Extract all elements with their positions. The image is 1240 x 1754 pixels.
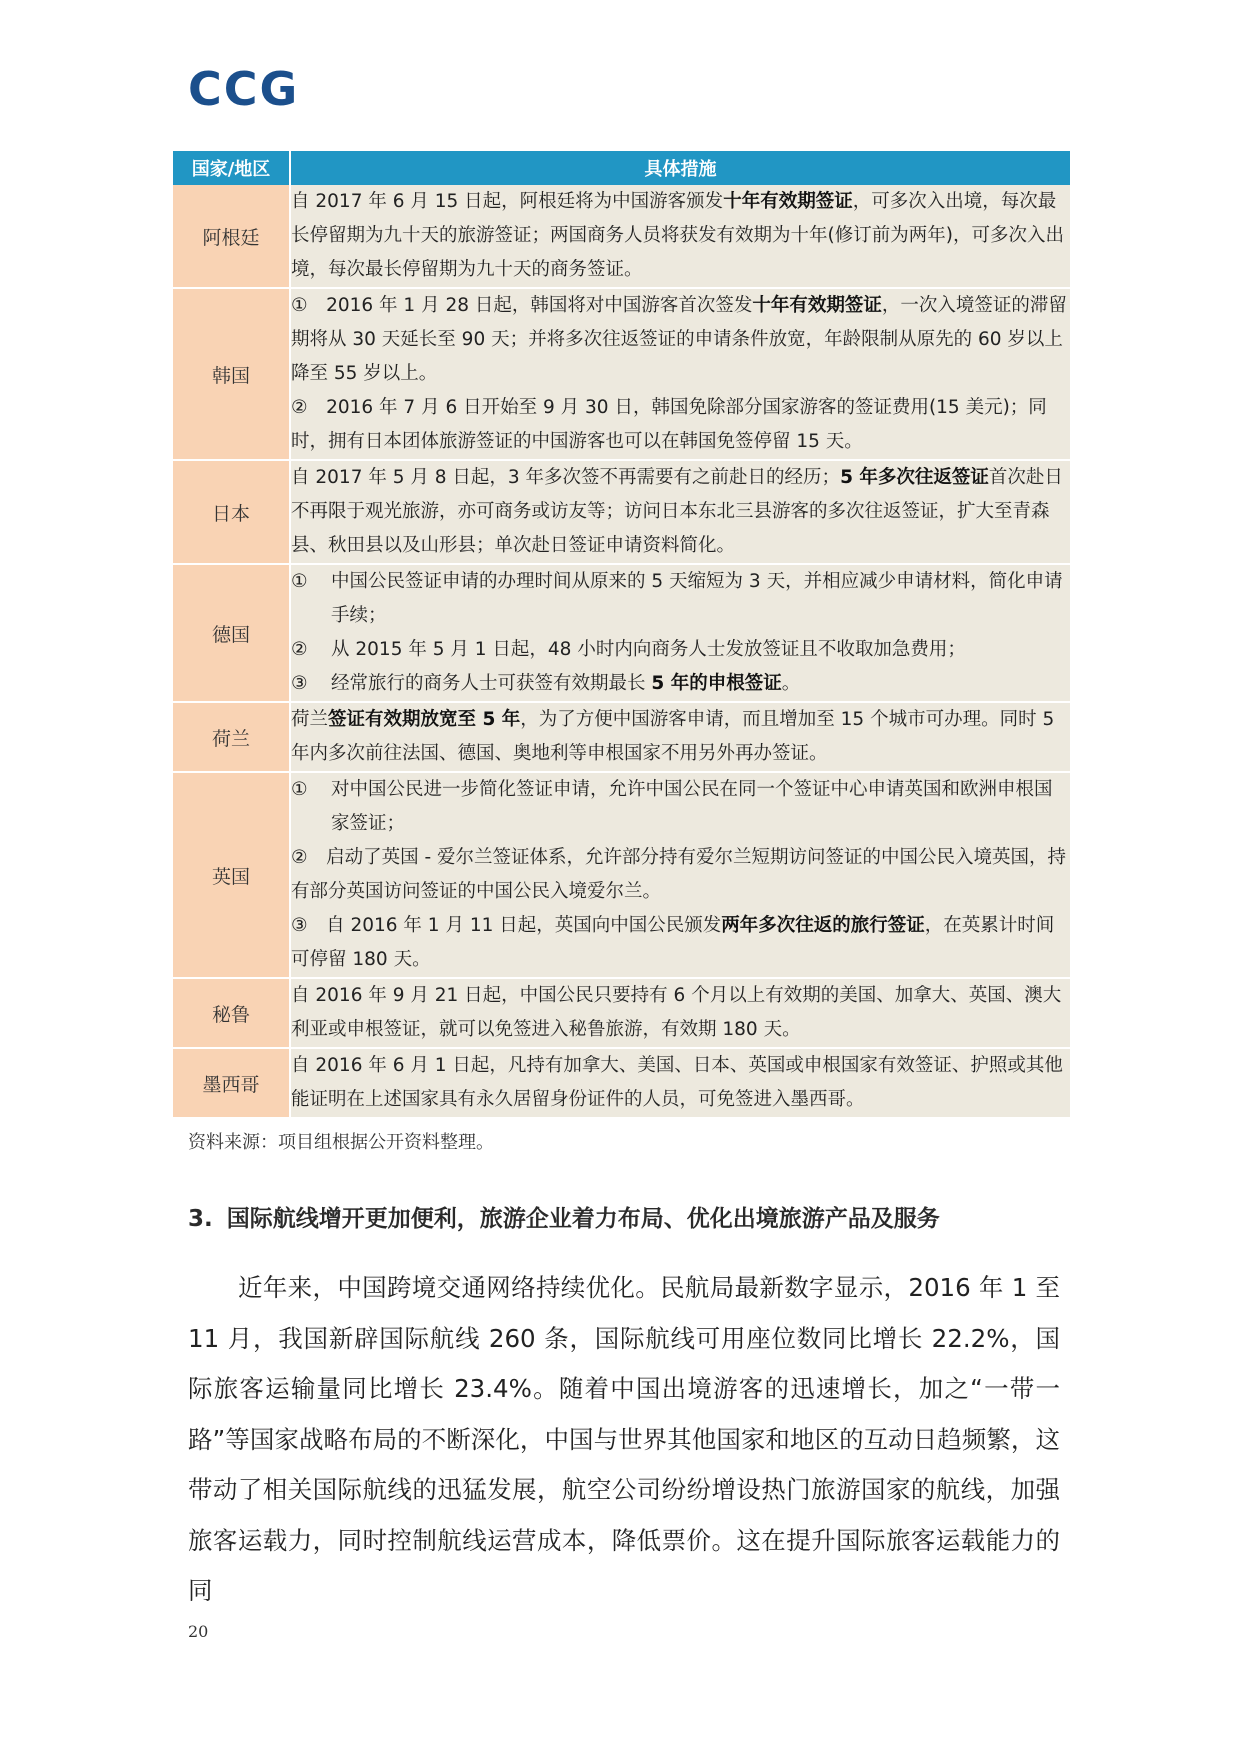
emphasis-text: 5 年多次往返签证 [840,467,989,488]
table-row [173,460,1070,564]
country-cell: 墨西哥 [173,1048,290,1118]
measure-text: 荷兰 [291,709,329,730]
measures-cell [290,564,1070,702]
emphasis-text: 十年有效期签证 [752,295,882,316]
measure-paragraph [291,909,1070,977]
measures-cell [290,772,1070,978]
list-marker: ① [291,571,308,592]
measure-list-item [291,773,1070,841]
measures-cell [290,702,1070,772]
table-row [173,772,1070,978]
measure-text: ① 2016 年 1 月 28 日起，韩国将对中国游客首次签发 [291,295,753,316]
measure-paragraph [291,185,1070,287]
table-row [173,702,1070,772]
measure-paragraph [291,289,1070,391]
country-cell: 韩国 [173,288,290,460]
measure-text: ② 2016 年 7 月 6 日开始至 9 月 30 日，韩国免除部分国家游客的签证费用(15 美元)；同时，拥有日本团体旅游签证的中国游客也可以在韩国免签停留 15 天。 [291,397,1047,452]
table-row [173,978,1070,1048]
measure-paragraph [291,841,1070,909]
list-item-text [331,633,1070,667]
section-heading [188,1200,940,1233]
country-cell: 阿根廷 [173,185,290,288]
list-item-text [331,667,1070,701]
column-header-measures: 具体措施 [290,151,1070,185]
measure-text: 自 2016 年 9 月 21 日起，中国公民只要持有 6 个月以上有效期的美国、加拿大、英国、澳大利亚或申根签证，就可以免签进入秘鲁旅游，有效期 180 天。 [291,985,1062,1040]
list-marker: ③ [291,673,308,694]
list-item-text [331,565,1070,633]
emphasis-text: 两年多次往返的旅行签证 [721,915,925,936]
measure-text: ，在英累计时间可停留 180 天。 [291,915,1055,970]
list-item-text [331,773,1070,841]
measures-cell [290,288,1070,460]
measure-paragraph [291,979,1070,1047]
measure-list-item [291,667,1070,701]
measure-text: ② 启动了英国 - 爱尔兰签证体系，允许部分持有爱尔兰短期访问签证的中国公民入境英国，持有部分英国访问签证的中国公民入境爱尔兰。 [291,847,1067,902]
measure-text: 对中国公民进一步简化签证申请，允许中国公民在同一个签证中心申请英国和欧洲申根国家签证； [331,779,1053,834]
country-cell: 日本 [173,460,290,564]
measure-paragraph [291,1049,1070,1117]
measure-text: 自 2016 年 6 月 1 日起，凡持有加拿大、美国、日本、英国或申根国家有效签证、护照或其他能证明在上述国家具有永久居留身份证件的人员，可免签进入墨西哥。 [291,1055,1063,1110]
section-number: 3. [188,1206,213,1232]
measures-cell [290,460,1070,564]
country-cell: 荷兰 [173,702,290,772]
measure-paragraph [291,703,1070,771]
section-title: 国际航线增开更加便利，旅游企业着力布局、优化出境旅游产品及服务 [226,1206,940,1232]
list-marker: ① [291,779,308,800]
body-paragraph: 近年来，中国跨境交通网络持续优化。民航局最新数字显示，2016 年 1 至 11 月，我国新辟国际航线 260 条，国际航线可用座位数同比增长 22.2%，国际旅客运输量同比增长 23.4%。随着中国出境游客的迅速增长，加之“一带一路”等国家战略布局的不断深化，中国与世界其他国家和地区的互动日趋频繁，这带动了相关国际航线的迅猛发展，航空公司纷纷增设热门旅游国家的航线，加强旅客运载力，同时控制航线运营成本，降低票价。这在提升国际旅客运载能力的同 [188,1273,1060,1605]
measure-text: ，一次入境签证的滞留期将从 30 天延长至 90 天；并将多次往返签证的申请条件放宽，年龄限制从原先的 60 岁以上降至 55 岁以上。 [291,295,1067,384]
measure-text: 中国公民签证申请的办理时间从原来的 5 天缩短为 3 天，并相应减少申请材料，简化申请手续； [331,571,1063,626]
emphasis-text: 十年有效期签证 [723,191,853,212]
measure-text: 自 2017 年 6 月 15 日起，阿根廷将为中国游客颁发 [291,191,724,212]
measure-text: 。 [781,673,801,694]
emphasis-text: 5 年的申根签证 [651,673,782,694]
measure-text: ，可多次入出境，每次最长停留期为九十天的旅游签证；两国商务人员将获发有效期为十年(修订前为两年)，可多次入出境，每次最长停留期为九十天的商务签证。 [291,191,1064,280]
visa-policy-table [173,151,1070,1119]
measures-cell [290,185,1070,288]
measure-text: 从 2015 年 5 月 1 日起，48 小时内向商务人士发放签证且不收取加急费用； [331,639,966,660]
measures-cell [290,978,1070,1048]
column-header-country: 国家/地区 [173,151,290,185]
measure-text: 经常旅行的商务人士可获签有效期最长 [331,673,652,694]
page-number: 20 [188,1622,209,1641]
measure-text: 首次赴日不再限于观光旅游，亦可商务或访友等；访问日本东北三县游客的多次往返签证，扩大至青森县、秋田县以及山形县；单次赴日签证申请资料简化。 [291,467,1063,556]
emphasis-text: 签证有效期放宽至 5 年 [328,709,521,730]
table-row [173,564,1070,702]
measure-text: 自 2017 年 5 月 8 日起，3 年多次签不再需要有之前赴日的经历； [291,467,841,488]
table-header-row [173,151,1070,185]
ccg-logo: CCG [188,62,300,116]
table-row [173,185,1070,288]
list-marker: ② [291,639,308,660]
measure-list-item [291,633,1070,667]
measure-text: ③ 自 2016 年 1 月 11 日起，英国向中国公民颁发 [291,915,722,936]
country-cell: 秘鲁 [173,978,290,1048]
table-row [173,288,1070,460]
country-cell: 德国 [173,564,290,702]
measure-paragraph [291,391,1070,459]
country-cell: 英国 [173,772,290,978]
measure-text: ，为了方便中国游客申请，而且增加至 15 个城市可办理。同时 5 年内多次前往法国、德国、奥地利等申根国家不用另外再办签证。 [291,709,1055,764]
measure-paragraph [291,461,1070,563]
table-row [173,1048,1070,1118]
measure-list-item [291,565,1070,633]
measures-cell [290,1048,1070,1118]
source-note: 资料来源：项目组根据公开资料整理。 [188,1132,494,1153]
